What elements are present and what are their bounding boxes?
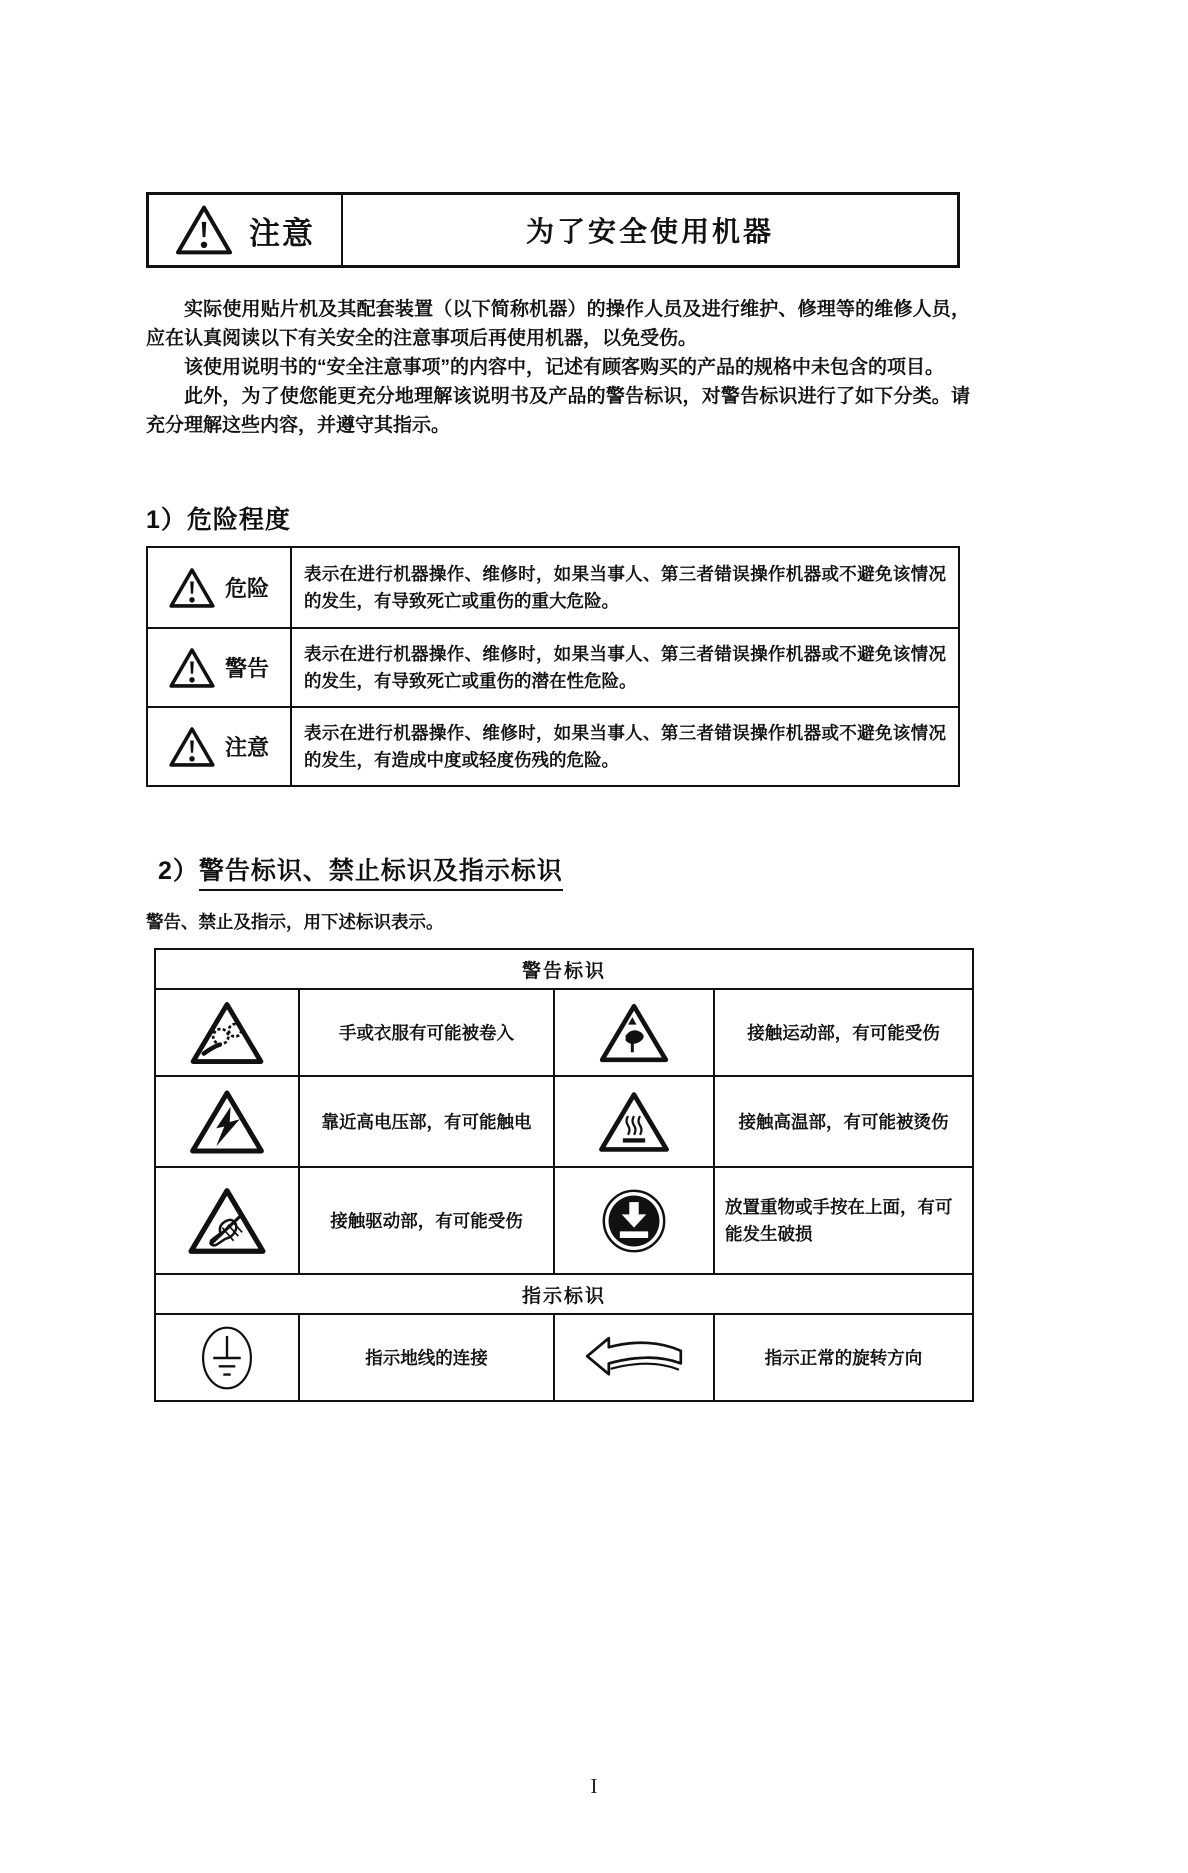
entanglement-hazard-icon [189, 1000, 265, 1066]
symbol-description: 接触运动部，有可能受伤 [747, 1023, 940, 1043]
high-voltage-hazard-icon [189, 1088, 265, 1156]
indication-symbols-header: 指示标识 [156, 1275, 972, 1315]
caution-label-cell [148, 708, 292, 785]
warning-triangle-icon [169, 647, 215, 689]
symbol-description: 手或衣服有可能被卷入 [300, 990, 555, 1075]
section2-number: 2） [158, 857, 199, 885]
drive-part-hazard-icon [187, 1186, 267, 1256]
symbol-description: 指示地线的连接 [300, 1315, 555, 1400]
symbol-cell [156, 1077, 300, 1166]
intro-paragraph-3: 此外，为了使您能更充分地理解该说明书及产品的警告标识，对警告标识进行了如下分类。请充分理解这些内容，并遵守其指示。 [146, 386, 970, 436]
warning-label-cell [148, 629, 292, 706]
warning-triangle-icon [169, 567, 215, 609]
warning-symbols-header: 警告标识 [156, 950, 972, 990]
intro-paragraph-1: 实际使用贴片机及其配套装置（以下简称机器）的操作人员及进行维护、修理等的维修人员，应在认真阅读以下有关安全的注意事项后再使用机器，以免受伤。 [146, 299, 970, 349]
table-row [156, 1077, 972, 1168]
symbol-cell [555, 1077, 715, 1166]
hot-surface-hazard-icon [598, 1090, 670, 1154]
warning-description: 表示在进行机器操作、维修时，如果当事人、第三者错误操作机器或不避免该情况的发生，有导致死亡或重伤的潜在性危险。 [304, 643, 946, 691]
no-pressing-prohibition-icon [601, 1188, 667, 1254]
caution-description: 表示在进行机器操作、维修时，如果当事人、第三者错误操作机器或不避免该情况的发生，有造成中度或轻度伤残的危险。 [304, 722, 946, 770]
table-row [148, 548, 958, 627]
table-row [148, 627, 958, 706]
section1-heading: 1）危险程度 [146, 506, 291, 534]
symbol-cell [156, 1168, 300, 1273]
section2-note: 警告、禁止及指示，用下述标识表示。 [146, 912, 444, 932]
symbol-cell [156, 990, 300, 1075]
symbols-table [154, 948, 974, 1402]
caution-header-right-cell [343, 195, 957, 265]
danger-description: 表示在进行机器操作、维修时，如果当事人、第三者错误操作机器或不避免该情况的发生，有导致死亡或重伤的重大危险。 [304, 563, 946, 611]
symbol-description: 靠近高电压部，有可能触电 [300, 1077, 555, 1166]
table-row [156, 990, 972, 1077]
warning-triangle-icon [169, 726, 215, 768]
rotation-direction-icon [578, 1331, 690, 1385]
symbol-cell [156, 1315, 300, 1400]
earth-ground-icon [199, 1324, 255, 1392]
moving-part-hazard-icon [598, 1002, 670, 1064]
page-title: 为了安全使用机器 [525, 216, 774, 247]
intro-paragraph-2: 该使用说明书的“安全注意事项”的内容中，记述有顾客购买的产品的规格中未包含的项目。 [184, 357, 945, 378]
section2-title: 警告标识、禁止标识及指示标识 [199, 857, 563, 891]
warning-triangle-icon [175, 204, 233, 256]
table-row [148, 706, 958, 785]
danger-label-cell [148, 548, 292, 627]
symbol-description: 指示正常的旋转方向 [764, 1348, 923, 1368]
symbol-description: 接触高温部，有可能被烫伤 [738, 1112, 949, 1132]
warning-label: 警告 [224, 656, 269, 681]
caution-header-box [146, 192, 960, 268]
symbol-cell [555, 990, 715, 1075]
section2-heading [158, 851, 978, 887]
table-row [156, 1168, 972, 1275]
caution-header-left-cell [149, 195, 343, 265]
symbol-description: 放置重物或手按在上面，有可能发生破损 [725, 1196, 953, 1244]
symbol-cell [555, 1168, 715, 1273]
table-row [156, 1315, 972, 1400]
document-page [146, 192, 978, 1402]
caution-level-label: 注意 [224, 735, 269, 760]
danger-label: 危险 [224, 576, 269, 601]
symbol-description: 接触驱动部，有可能受伤 [300, 1168, 555, 1273]
page-number: I [590, 1774, 598, 1798]
danger-level-table [146, 546, 960, 787]
caution-label: 注意 [249, 215, 315, 251]
symbol-cell [555, 1315, 715, 1400]
intro-paragraphs [146, 295, 970, 440]
